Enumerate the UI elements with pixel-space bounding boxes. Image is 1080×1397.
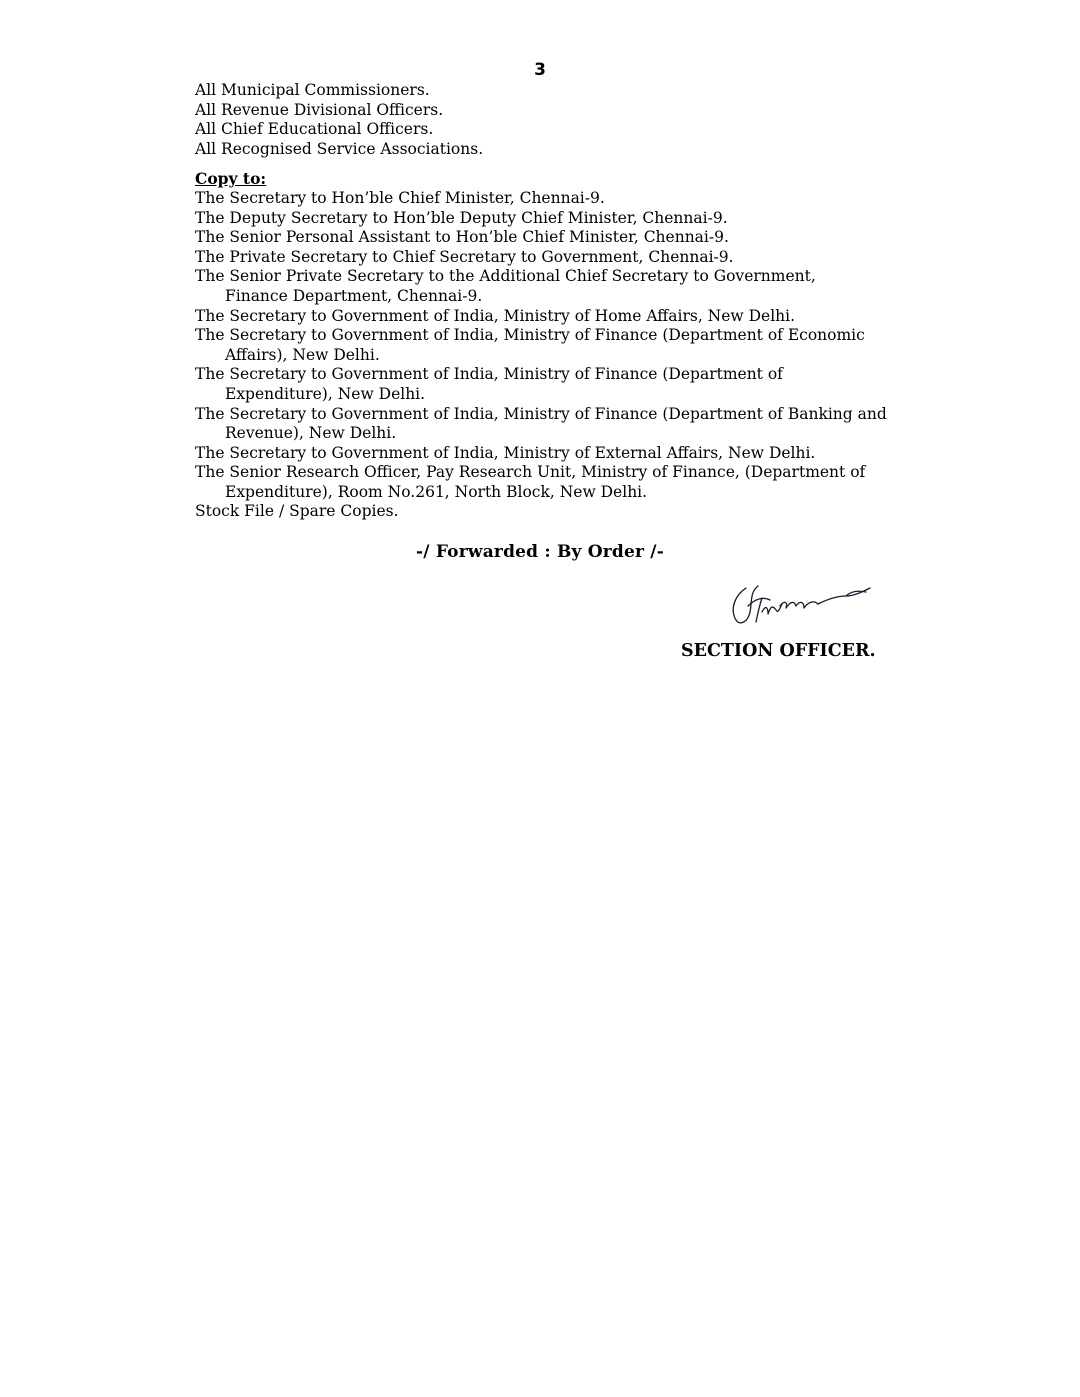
forwarded-by-order: -/ Forwarded : By Order /- (416, 542, 664, 562)
distribution-item: All Chief Educational Officers. (195, 120, 434, 139)
copy-to-entry: The Secretary to Government of India, Ministry of Finance (Department of Economic Affairs), New Delhi. (195, 326, 865, 364)
copy-to-list (195, 189, 895, 522)
distribution-list (195, 81, 895, 159)
copy-to-entry: The Secretary to Government of India, Ministry of Finance (Department of Banking and Revenue), New Delhi. (195, 404, 887, 443)
copy-to-heading: Copy to: (195, 169, 267, 189)
document-body (195, 81, 895, 522)
distribution-item: All Recognised Service Associations. (195, 139, 484, 158)
copy-to-entry: Stock File / Spare Copies. (195, 502, 399, 521)
distribution-item: All Municipal Commissioners. (195, 81, 430, 99)
signature-icon (728, 582, 878, 632)
copy-to-entry: The Deputy Secretary to Hon’ble Deputy Chief Minister, Chennai-9. (195, 208, 728, 227)
copy-to-entry: The Senior Private Secretary to the Additional Chief Secretary to Government, Finance Department, Chennai-9. (195, 267, 816, 305)
copy-to-entry: The Senior Research Officer, Pay Research Unit, Ministry of Finance, (Department of Expenditure), Room No.261, North Block, New Delhi. (195, 463, 866, 501)
distribution-item: All Revenue Divisional Officers. (195, 100, 444, 119)
page-number: 3 (534, 60, 546, 80)
copy-to-entry: The Senior Personal Assistant to Hon’ble Chief Minister, Chennai-9. (195, 228, 729, 247)
copy-to-entry: The Secretary to Hon’ble Chief Minister, Chennai-9. (195, 188, 605, 207)
copy-to-entry: The Secretary to Government of India, Ministry of Finance (Department of Expenditure), New Delhi. (195, 365, 783, 403)
copy-to-entry: The Private Secretary to Chief Secretary to Government, Chennai-9. (195, 247, 734, 266)
copy-to-entry: The Secretary to Government of India, Ministry of Home Affairs, New Delhi. (195, 306, 796, 325)
copy-to-entry: The Secretary to Government of India, Ministry of External Affairs, New Delhi. (195, 443, 816, 462)
signatory-designation: SECTION OFFICER. (681, 641, 876, 661)
